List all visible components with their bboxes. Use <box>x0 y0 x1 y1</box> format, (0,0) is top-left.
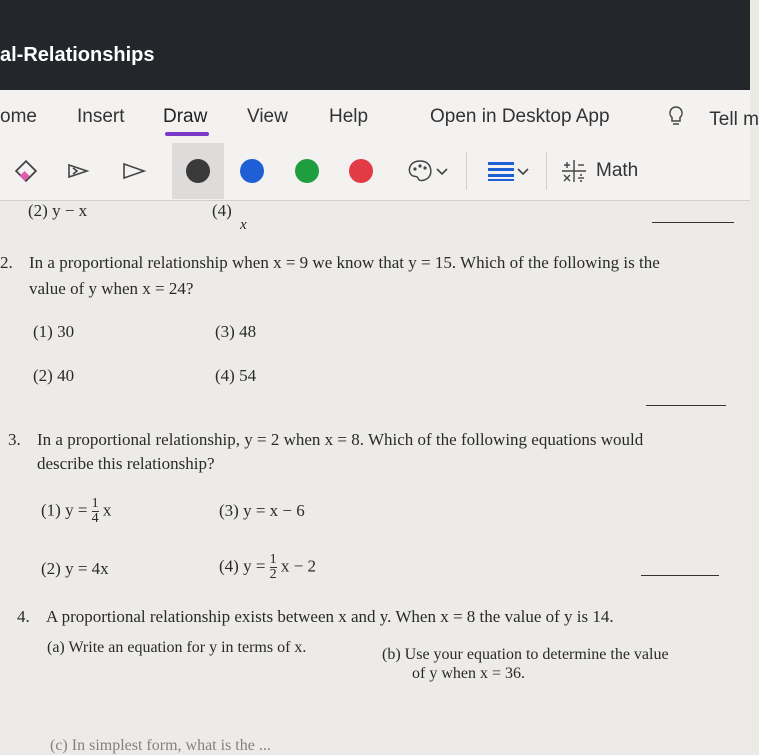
q3-option-3: (3) y = x − 6 <box>219 501 305 520</box>
math-label: Math <box>596 160 639 181</box>
q3-option-4-denominator: 2 <box>269 567 277 582</box>
q1-option-4-label: (4) <box>212 201 232 220</box>
q3-number: 3. <box>8 430 21 449</box>
title-bar <box>0 0 750 90</box>
pen-red-swatch <box>349 159 373 183</box>
tab-draw[interactable]: Draw <box>163 106 208 127</box>
q3-option-1-fraction <box>92 497 99 526</box>
q2-option-1: (1) 30 <box>33 322 75 341</box>
eraser-button[interactable] <box>10 150 42 192</box>
q2-option-3: (3) 48 <box>215 322 257 341</box>
q3-option-2: (2) y = 4x <box>41 559 109 578</box>
open-in-desktop-app-button[interactable]: Open in Desktop App <box>430 106 610 127</box>
q3-text-line2: describe this relationship? <box>37 454 215 473</box>
tab-insert[interactable]: Insert <box>77 106 125 127</box>
q3-text-line1: In a proportional relationship, y = 2 when x = 8. Which of the following equations would <box>37 430 644 449</box>
q1-option-2: (2) y − x <box>28 201 88 220</box>
pen-green-swatch <box>295 159 319 183</box>
active-tab-indicator <box>165 132 209 136</box>
q4-part-b-line2: of y when x = 36. <box>412 665 526 682</box>
color-palette-button[interactable] <box>400 150 454 192</box>
chevron-down-icon <box>435 166 449 176</box>
q3-option-1 <box>41 497 111 526</box>
pen-green-button[interactable] <box>294 150 320 192</box>
document-page <box>0 201 750 754</box>
q2-answer-line <box>646 405 726 406</box>
q2-option-2: (2) 40 <box>33 366 75 385</box>
q4-part-a: (a) Write an equation for y in terms of x. <box>47 639 307 656</box>
shape-tool-button[interactable] <box>113 150 153 192</box>
q3-option-4-fraction <box>270 553 277 582</box>
tab-help[interactable]: Help <box>329 106 369 127</box>
line-weight-icon <box>486 159 516 183</box>
q3-option-4-tail: x − 2 <box>280 556 317 576</box>
pen-black-swatch <box>186 159 210 183</box>
line-weight-button[interactable] <box>480 150 536 192</box>
q2-text-line2: value of y when x = 24? <box>29 279 194 298</box>
toolbar-divider <box>466 152 467 190</box>
document-title: al-Relationships <box>0 44 155 66</box>
q1-answer-line <box>652 222 734 223</box>
lightbulb-icon <box>668 106 684 128</box>
q3-option-1-label: (1) y = <box>41 500 88 520</box>
q3-option-4-numerator: 1 <box>269 552 277 567</box>
q3-option-1-variable: x <box>102 500 112 520</box>
math-operators-icon <box>560 158 588 184</box>
toolbar-divider <box>546 152 547 190</box>
tab-home[interactable]: ome <box>0 106 37 127</box>
eraser-icon <box>13 158 39 184</box>
tell-me-search[interactable] <box>668 106 759 131</box>
q2-number: 2. <box>0 253 13 272</box>
q3-option-1-denominator: 4 <box>91 511 99 526</box>
q4-part-c-partial: (c) In simplest form, what is the ... <box>50 737 271 754</box>
pen-blue-swatch <box>240 159 264 183</box>
pen-black-button[interactable] <box>185 150 211 192</box>
q4-number: 4. <box>17 607 30 626</box>
q4-text-line1: A proportional relationship exists between x and y. When x = 8 the value of y is 14. <box>46 607 614 626</box>
q1-option-4-denominator: x <box>240 217 247 233</box>
chevron-down-icon <box>516 166 530 176</box>
q2-option-4: (4) 54 <box>215 366 257 385</box>
lasso-select-icon <box>65 160 95 182</box>
q3-answer-line <box>641 575 719 576</box>
math-button[interactable] <box>560 150 660 192</box>
select-tool-button[interactable] <box>60 150 100 192</box>
pen-blue-button[interactable] <box>239 150 265 192</box>
q4-part-b-line1: (b) Use your equation to determine the value <box>382 646 669 663</box>
pen-tip-icon <box>118 160 148 182</box>
q3-option-4-label: (4) y = <box>219 556 266 576</box>
q2-text-line1: In a proportional relationship when x = 9 we know that y = 15. Which of the following is the <box>29 253 660 272</box>
pen-red-button[interactable] <box>348 150 374 192</box>
palette-icon <box>405 158 435 184</box>
q3-option-1-numerator: 1 <box>91 496 99 511</box>
q3-option-4 <box>219 553 316 582</box>
tell-me-label: Tell m <box>709 109 759 130</box>
tab-view[interactable]: View <box>247 106 288 127</box>
